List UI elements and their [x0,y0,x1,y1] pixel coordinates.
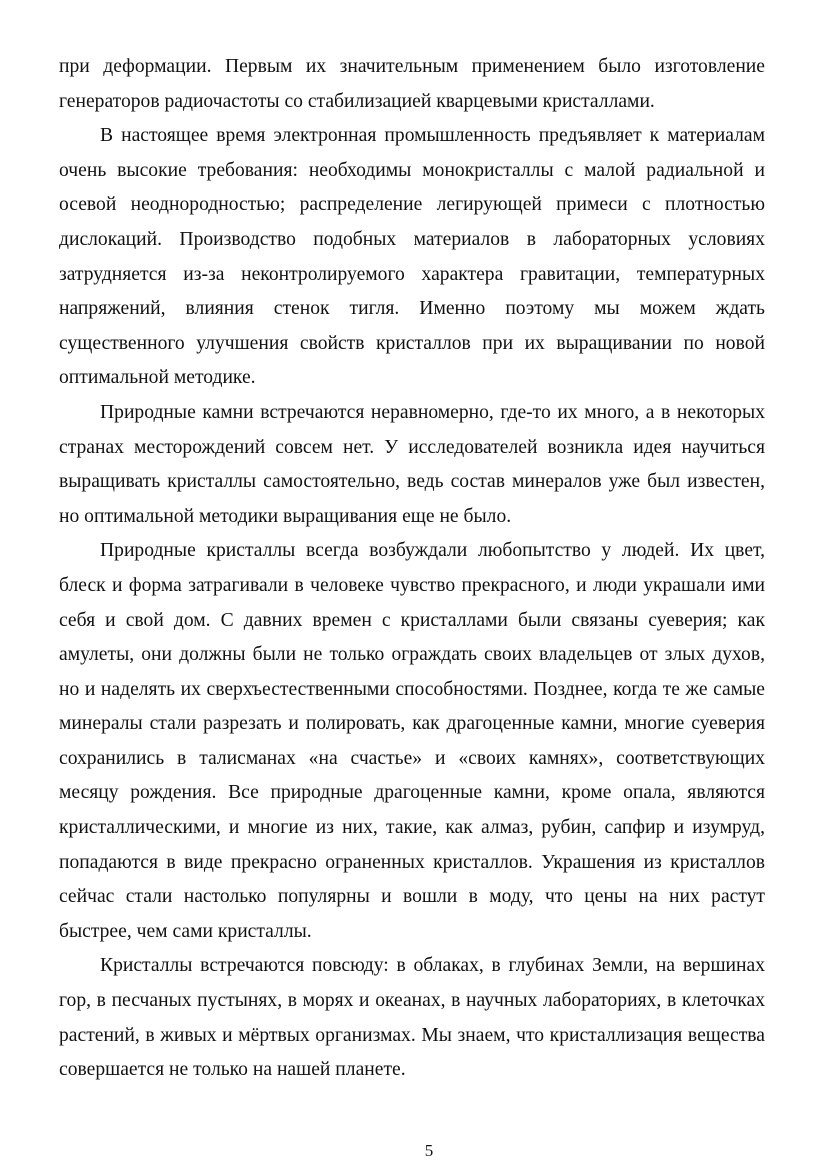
page-number: 5 [424,1141,434,1160]
paragraph-5: Кристаллы встречаются повсюду: в облаках, в глубинах Земли, на вершинах гор, в песчаных пустынях, в морях и океанах, в научных лабораториях, в клеточках растений, в живых и мёртвых организмах. Мы знаем, что кристаллизация вещества совершается не только на нашей планете. [59,955,765,1081]
paragraph-4: Природные кристаллы всегда возбуждали любопытство у людей. Их цвет, блеск и форма затрагивали в человеке чувство прекрасного, и люди украшали ими себя и свой дом. С давних времен с кристаллами были связаны суеверия; как амулеты, они должны были не только ограждать своих владельцев от злых духов, но и наделять их сверхъестественными способностями. Позднее, когда те же самые минералы стали разрезать и полировать, как драгоценные камни, многие суеверия сохранились в талисманах «на счастье» и «своих камнях», соответствующих месяцу рождения. Все природные драгоценные камни, кроме опала, являются кристаллическими, и многие из них, такие, как алмаз, рубин, сапфир и изумруд, попадаются в виде прекрасно ограненных кристаллов. Украшения из кристаллов сейчас стали настолько популярны и вошли в моду, что цены на них растут быстрее, чем сами кристаллы. [59,540,765,942]
paragraph-2: В настоящее время электронная промышленность предъявляет к материалам очень высокие требования: необходимы монокристаллы с малой радиальной и осевой неоднородностью; распределение легирующей примеси с плотностью дислокаций. Производство подобных материалов в лабораторных условиях затрудняется из-за неконтролируемого характера гравитации, температурных напряжений, влияния стенок тигля. Именно поэтому мы можем ждать существенного улучшения свойств кристаллов при их выращивании по новой оптимальной методике. [59,125,765,389]
paragraph-1: при деформации. Первым их значительным применением было изготовление генераторов радиочастоты со стабилизацией кварцевыми кристаллами. [59,56,765,112]
document-page [59,50,765,1088]
paragraph-3: Природные камни встречаются неравномерно, где-то их много, а в некоторых странах месторождений совсем нет. У исследователей возникла идея научиться выращивать кристаллы самостоятельно, ведь состав минералов уже был известен, но оптимальной методики выращивания еще не было. [59,401,765,527]
